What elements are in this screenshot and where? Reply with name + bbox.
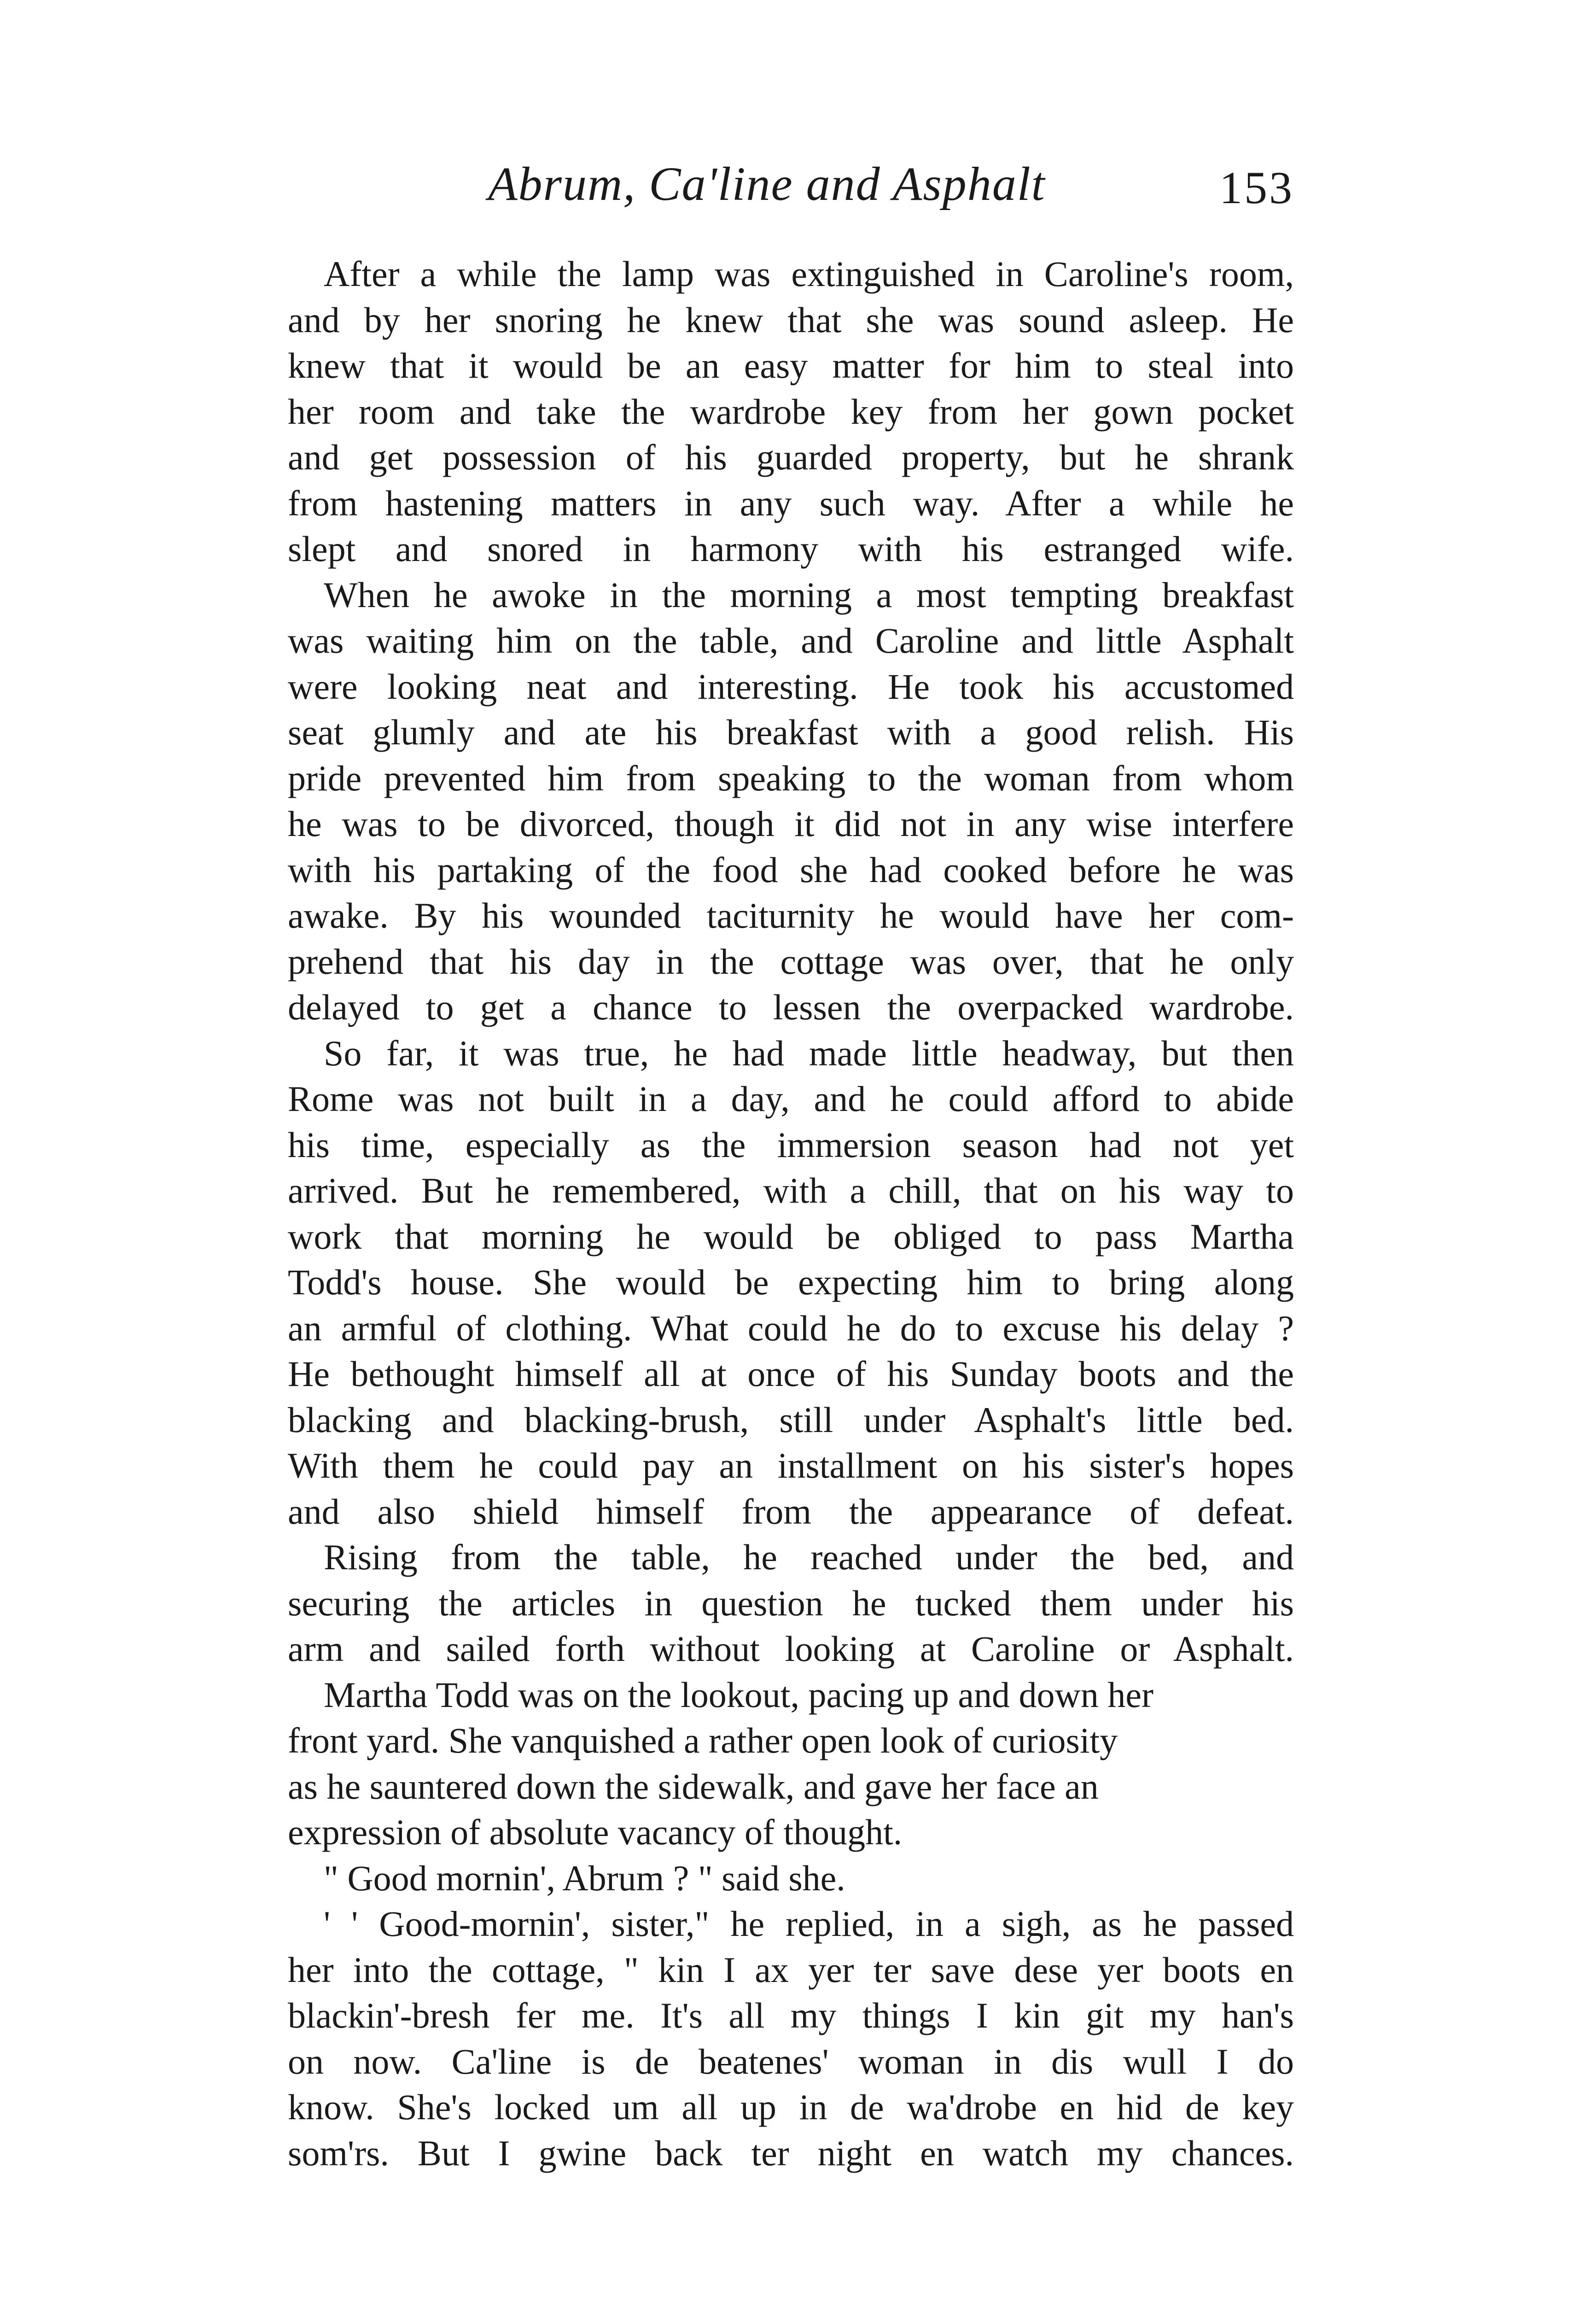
text-line: Rome was not built in a day, and he could afford to abide (288, 1079, 1294, 1119)
text-line: securing the articles in question he tucked them under his (288, 1583, 1294, 1623)
text-line: knew that it would be an easy matter for him to steal into (288, 345, 1294, 386)
text-line: an armful of clothing. What could he do to excuse his delay ? (288, 1308, 1294, 1348)
text-line: delayed to get a chance to lessen the overpacked wardrobe. (288, 987, 1294, 1027)
text-line: and get possession of his guarded property, but he shrank (288, 437, 1294, 477)
text-line: arrived. But he remembered, with a chill, that on his way to (288, 1170, 1294, 1210)
text-line: from hastening matters in any such way. After a while he (288, 483, 1294, 523)
text-line: som'rs. But I gwine back ter night en watch my chances. (288, 2133, 1294, 2173)
text-line: blackin'-bresh fer me. It's all my things I kin git my han's (288, 1995, 1294, 2035)
text-line: After a while the lamp was extinguished in Caroline's room, (324, 254, 1294, 294)
text-line: her room and take the wardrobe key from her gown pocket (288, 391, 1294, 432)
text-line: was waiting him on the table, and Caroline and little Asphalt (288, 620, 1294, 661)
body-text (288, 251, 1294, 2176)
paragraph (288, 572, 1294, 1030)
paragraph (288, 1855, 1294, 1901)
text-line: Rising from the table, he reached under the bed, and (324, 1537, 1294, 1577)
text-line: With them he could pay an installment on his sister's hopes (288, 1445, 1294, 1485)
text-line: He bethought himself all at once of his Sunday boots and the (288, 1354, 1294, 1394)
text-line: prehend that his day in the cottage was over, that he only (288, 941, 1294, 982)
text-line: pride prevented him from speaking to the woman from whom (288, 758, 1294, 798)
page-number: 153 (1219, 162, 1294, 213)
paragraph (288, 251, 1294, 572)
text-line: arm and sailed forth without looking at Caroline or Asphalt. (288, 1629, 1294, 1669)
running-title: Abrum, Ca'line and Asphalt (488, 158, 1046, 210)
text-line: awake. By his wounded taciturnity he would have her com- (288, 895, 1294, 935)
text-line: " Good mornin', Abrum ? " said she. (324, 1858, 845, 1898)
paragraph (288, 1030, 1294, 1535)
text-line: Todd's house. She would be expecting him to bring along (288, 1262, 1294, 1302)
paragraph (288, 1901, 1294, 2176)
paragraph (288, 1534, 1294, 1672)
text-line: Martha Todd was on the lookout, pacing up and down her (324, 1674, 1153, 1715)
text-line: So far, it was true, he had made little headway, but then (324, 1033, 1294, 1073)
text-line: and also shield himself from the appearance of defeat. (288, 1491, 1294, 1531)
text-line: as he sauntered down the sidewalk, and gave her face an (288, 1766, 1099, 1806)
text-line: work that morning he would be obliged to pass Martha (288, 1216, 1294, 1257)
text-line: were looking neat and interesting. He took his accustomed (288, 666, 1294, 707)
text-line: his time, especially as the immersion season had not yet (288, 1124, 1294, 1165)
text-line: with his partaking of the food she had cooked before he was (288, 849, 1294, 890)
text-line: blacking and blacking-brush, still under Asphalt's little bed. (288, 1399, 1294, 1440)
text-line: When he awoke in the morning a most tempting breakfast (324, 574, 1294, 615)
text-line: know. She's locked um all up in de wa'drobe en hid de key (288, 2087, 1294, 2127)
text-line: seat glumly and ate his breakfast with a good relish. His (288, 712, 1294, 752)
text-line: slept and snored in harmony with his estranged wife. (288, 529, 1294, 569)
text-line: ' ' Good-mornin', sister," he replied, in a sigh, as he passed (324, 1904, 1294, 1944)
text-line: her into the cottage, " kin I ax yer ter save dese yer boots en (288, 1949, 1294, 1990)
text-line: he was to be divorced, though it did not in any wise interfere (288, 804, 1294, 844)
text-line: and by her snoring he knew that she was sound asleep. He (288, 299, 1294, 340)
paragraph (288, 1672, 1294, 1855)
text-line: front yard. She vanquished a rather open look of curiosity (288, 1720, 1118, 1760)
text-line: expression of absolute vacancy of thought. (288, 1812, 903, 1852)
page-header (290, 157, 1294, 230)
text-line: on now. Ca'line is de beatenes' woman in dis wull I do (288, 2041, 1294, 2081)
